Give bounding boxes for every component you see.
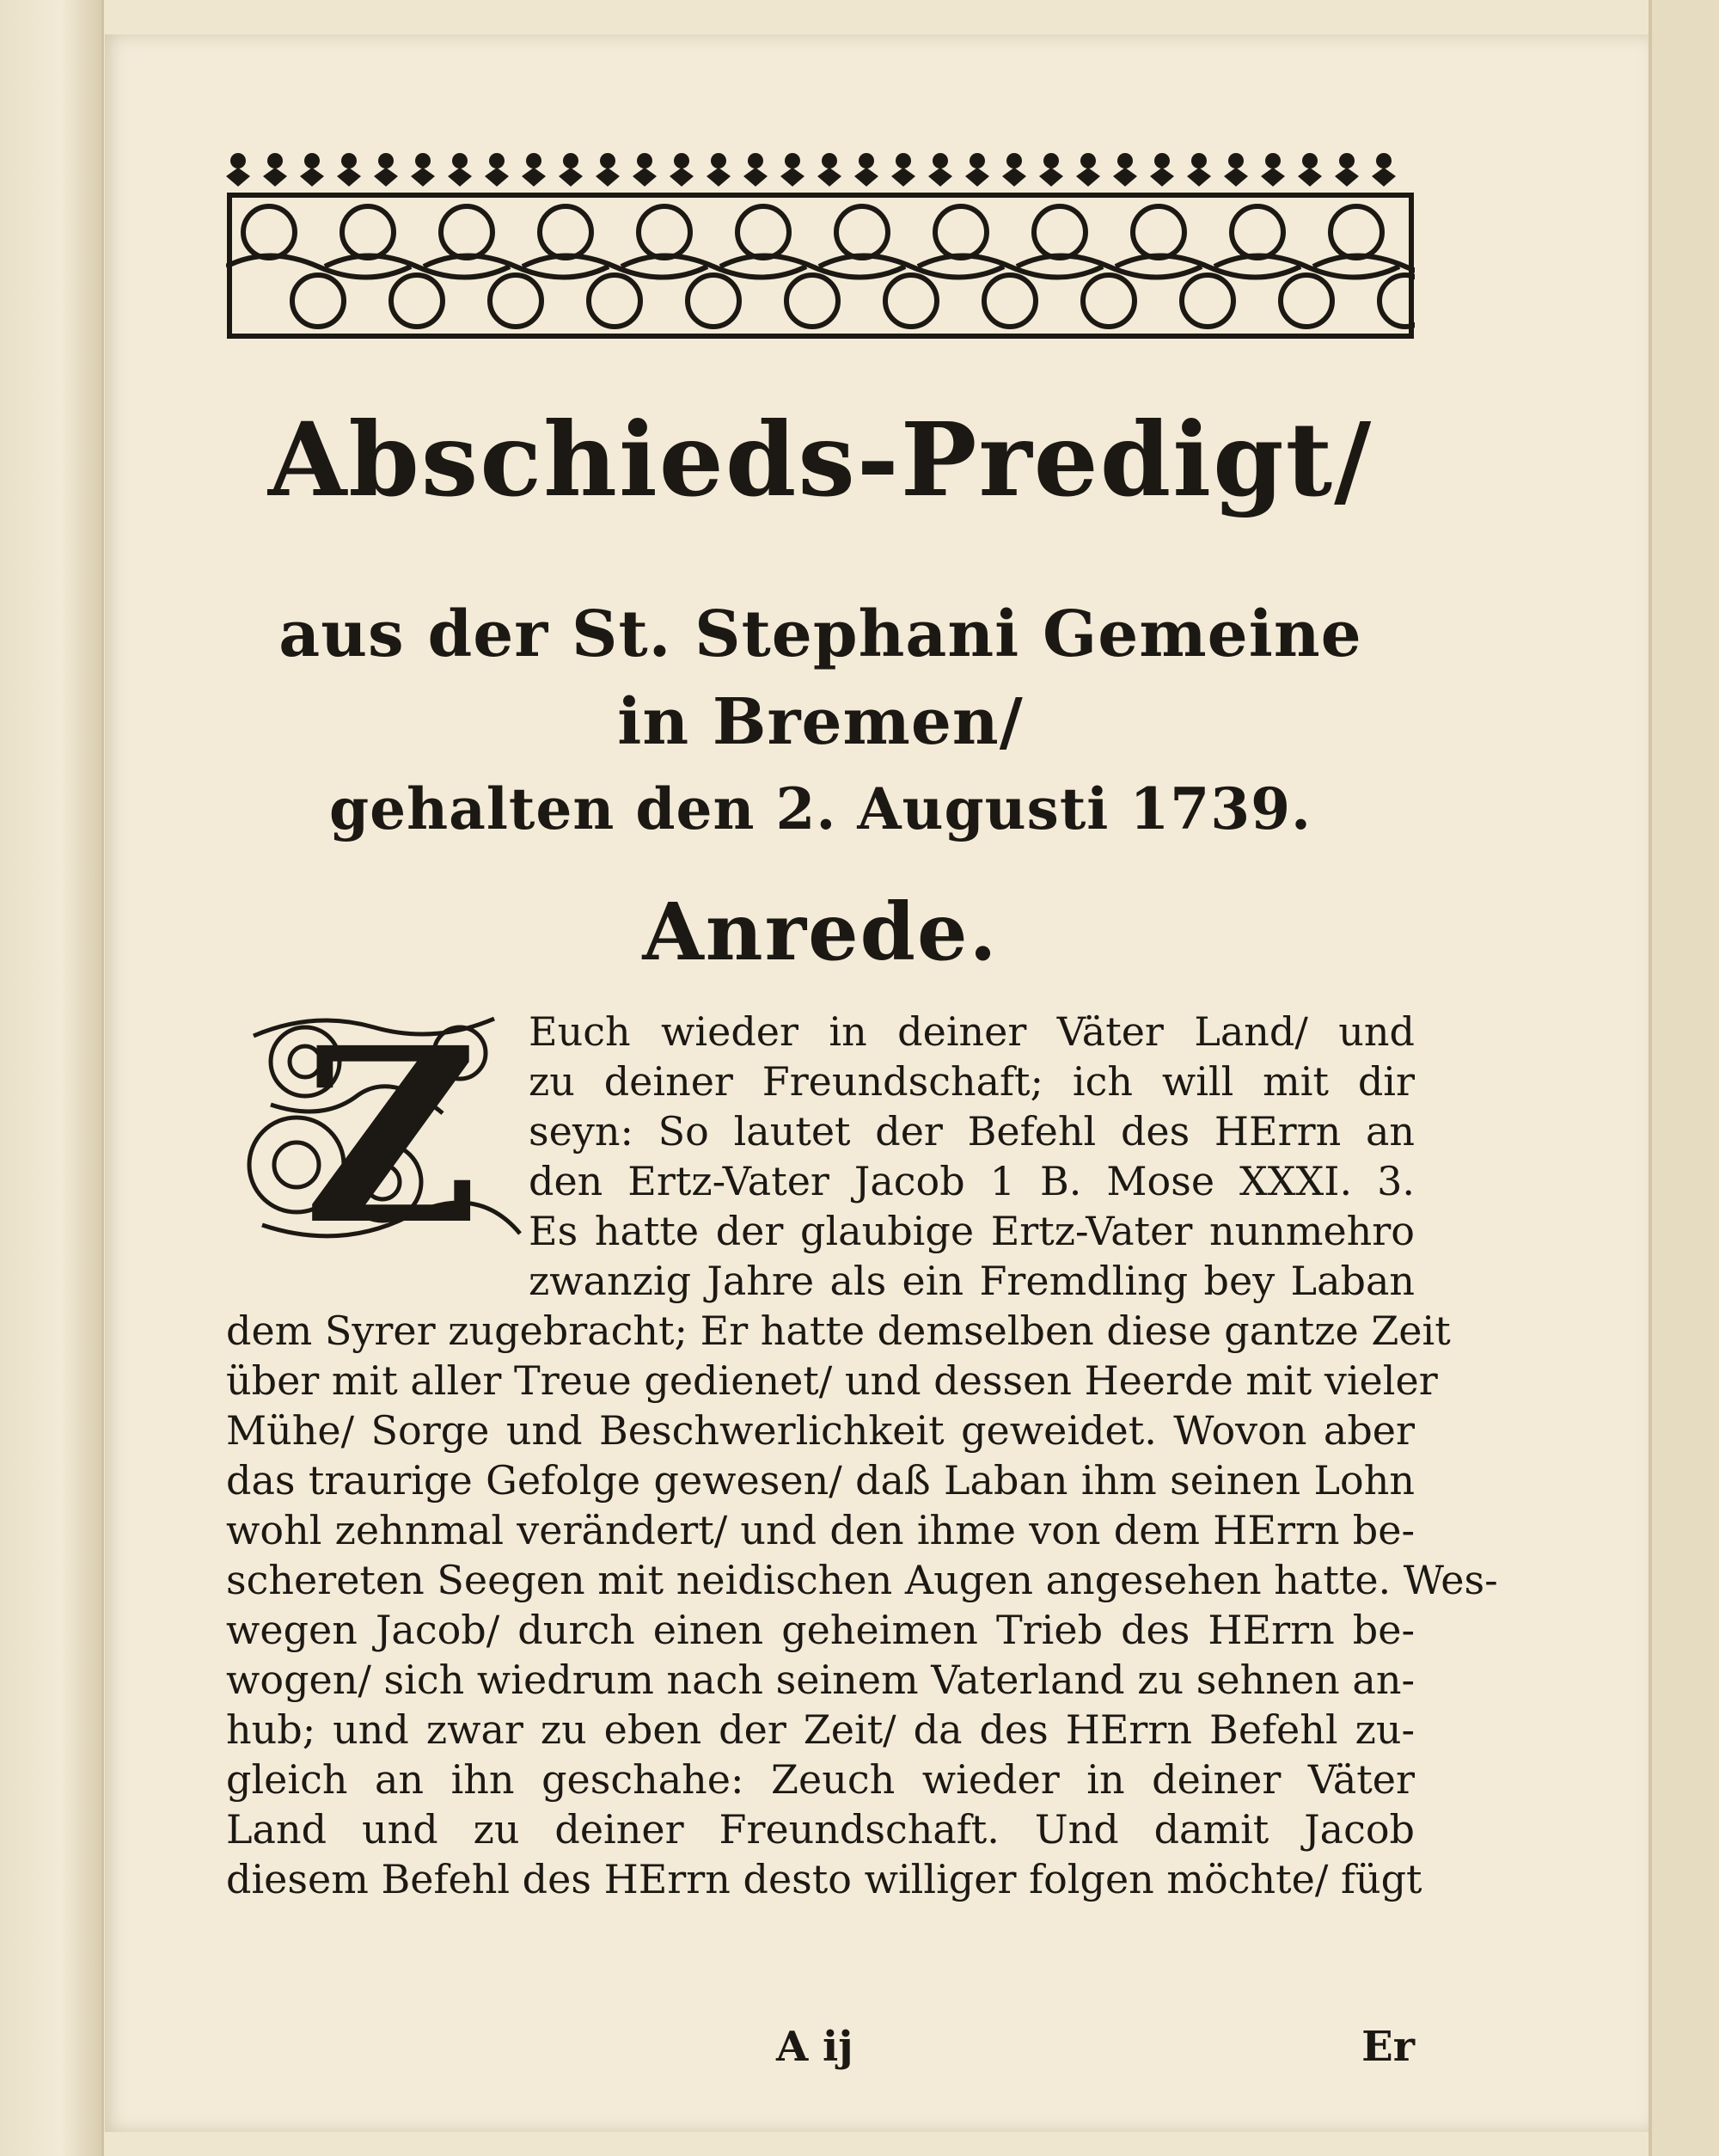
- catchword: Er: [1361, 2023, 1415, 2071]
- body-line: Mühe/ Sorge und Beschwerlichkeit geweidet. Wovon aber: [226, 1407, 1415, 1454]
- drop-cap-letter: Z: [303, 1001, 480, 1259]
- page-edge-right: [1649, 0, 1719, 2156]
- body-line: den Ertz-Vater Jacob 1 B. Mose XXXI. 3.: [529, 1158, 1415, 1204]
- body-line: hub; und zwar zu eben der Zeit/ da des HErrn Befehl zu-: [226, 1706, 1415, 1753]
- page-footer: [226, 2023, 1415, 2074]
- body-line: schereten Seegen mit neidischen Augen angesehen hatte. Wes-: [226, 1557, 1498, 1603]
- body-line: gleich an ihn geschahe: Zeuch wieder in deiner Väter: [226, 1756, 1415, 1803]
- body-line: wogen/ sich wiedrum nach seinem Vaterland zu sehnen an-: [226, 1657, 1415, 1703]
- body-line: wohl zehnmal verändert/ und den ihme von dem HErrn be-: [226, 1507, 1415, 1553]
- body-line: Euch wieder in deiner Väter Land/ und: [529, 1008, 1415, 1055]
- body-line: Land und zu deiner Freundschaft. Und damit Jacob: [226, 1806, 1415, 1853]
- subtitle-line-2: in Bremen/: [617, 685, 1024, 759]
- body-line: zu deiner Freundschaft; ich will mit dir: [529, 1058, 1415, 1105]
- text-block: [226, 142, 1498, 2071]
- body-line: das traurige Gefolge gewesen/ daß Laban ihm seinen Lohn: [226, 1457, 1415, 1504]
- facing-page-edge: [0, 0, 104, 2156]
- section-heading: Anrede.: [642, 885, 999, 978]
- date-line: gehalten den 2. Augusti 1739.: [328, 775, 1312, 842]
- ornament-border: [226, 142, 1415, 340]
- body-line: dem Syrer zugebracht; Er hatte demselben diese gantze Zeit: [226, 1308, 1451, 1354]
- sermon-title: Abschieds-Predigt/: [267, 400, 1373, 519]
- decorative-initial-z: [236, 1001, 529, 1259]
- body-line: wegen Jacob/ durch einen geheimen Trieb des HErrn be-: [226, 1607, 1415, 1653]
- body-line: Es hatte der glaubige Ertz-Vater nunmehro: [529, 1208, 1415, 1254]
- body-line: über mit aller Treue gedienet/ und dessen Heerde mit vieler: [226, 1357, 1438, 1404]
- body-line: diesem Befehl des HErrn desto williger folgen möchte/ fügt: [226, 1856, 1422, 1902]
- body-line: seyn: So lautet der Befehl des HErrn an: [529, 1108, 1415, 1155]
- subtitle-line-1: aus der St. Stephani Gemeine: [278, 597, 1362, 671]
- body-line: zwanzig Jahre als ein Fremdling bey Laban: [529, 1258, 1415, 1304]
- signature-mark: A ij: [776, 2023, 853, 2071]
